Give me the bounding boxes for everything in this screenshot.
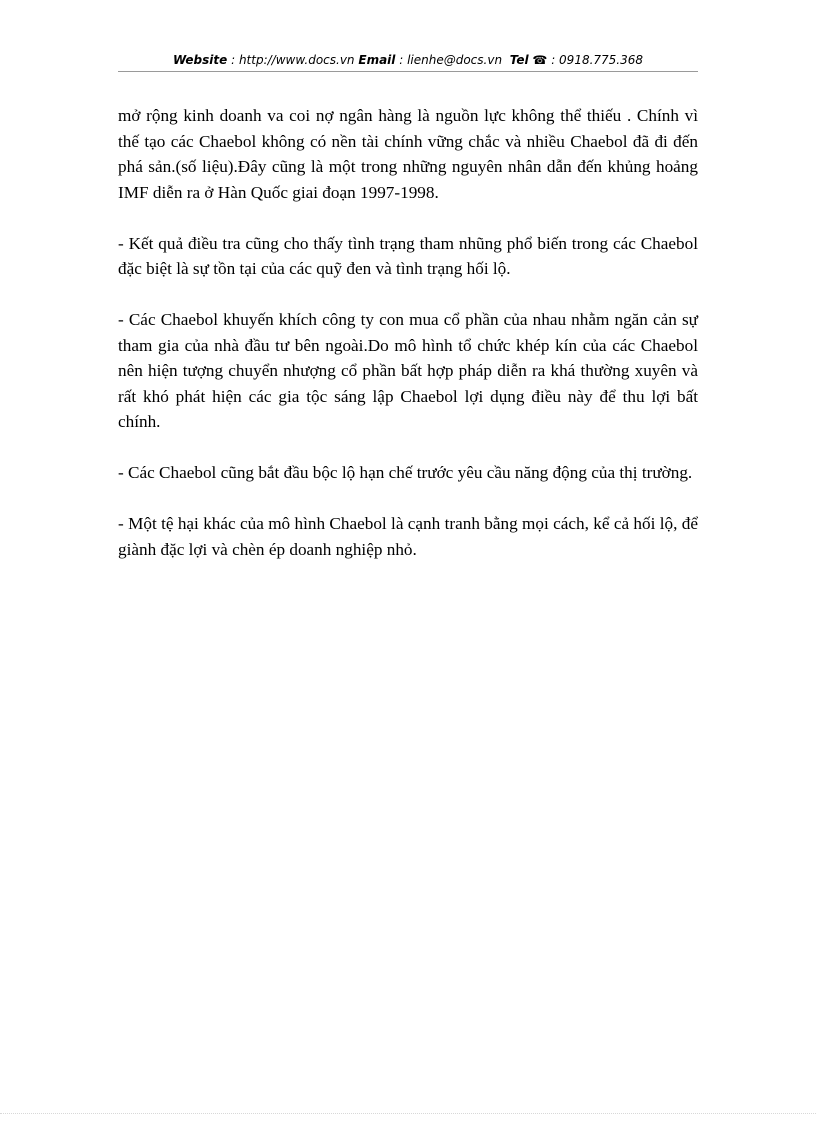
paragraph-4: - Các Chaebol cũng bắt đầu bộc lộ hạn chế trước yêu cầu năng động của thị trường. bbox=[118, 463, 693, 482]
tel-label: Tel bbox=[509, 53, 529, 67]
document-body bbox=[118, 103, 698, 588]
website-separator: : bbox=[227, 53, 239, 67]
tel-separator: : bbox=[547, 53, 560, 67]
phone-number: 0918.775.368 bbox=[559, 53, 644, 67]
paragraph-3: - Các Chaebol khuyến khích công ty con mua cổ phần của nhau nhằm ngăn cản sự tham gia của nhà đầu tư bên ngoài.Do mô hình tổ chức khép kín của các Chaebol nên hiện tượng chuyển nhượng cổ phần bất hợp pháp diễn ra khá thường xuyên và rất khó phát hiện các gia tộc sáng lập Chaebol lợi dụng điều này để thu lợi bất chính. bbox=[118, 310, 698, 431]
email-separator: : bbox=[395, 53, 408, 67]
email-label: Email bbox=[358, 53, 396, 67]
phone-icon: ☎ bbox=[532, 53, 548, 67]
website-label: Website bbox=[172, 53, 228, 67]
paragraph-2: - Kết quả điều tra cũng cho thấy tình trạng tham nhũng phổ biến trong các Chaebol đặc biệt là sự tồn tại của các quỹ đen và tình trạng hối lộ. bbox=[118, 233, 698, 278]
paragraph-5: - Một tệ hại khác của mô hình Chaebol là cạnh tranh bằng mọi cách, kể cả hối lộ, để giành đặc lợi và chèn ép doanh nghiệp nhỏ. bbox=[118, 514, 698, 559]
website-url: http://www.docs.vn bbox=[238, 53, 355, 67]
paragraph-1: mở rộng kinh doanh va coi nợ ngân hàng là nguồn lực không thể thiếu . Chính vì thế tạo các Chaebol không có nền tài chính vững chắc và nhiều Chaebol đã đi đến phá sản.(số liệu).Đây cũng là một trong những nguyên nhân dẫn đến khủng hoảng IMF diễn ra ở Hàn Quốc giai đoạn 1997-1998. bbox=[118, 106, 698, 202]
page-bottom-edge bbox=[0, 1113, 816, 1114]
header-divider bbox=[118, 71, 698, 72]
page-header bbox=[118, 50, 698, 70]
email-address: lienhe@docs.vn bbox=[407, 53, 503, 67]
